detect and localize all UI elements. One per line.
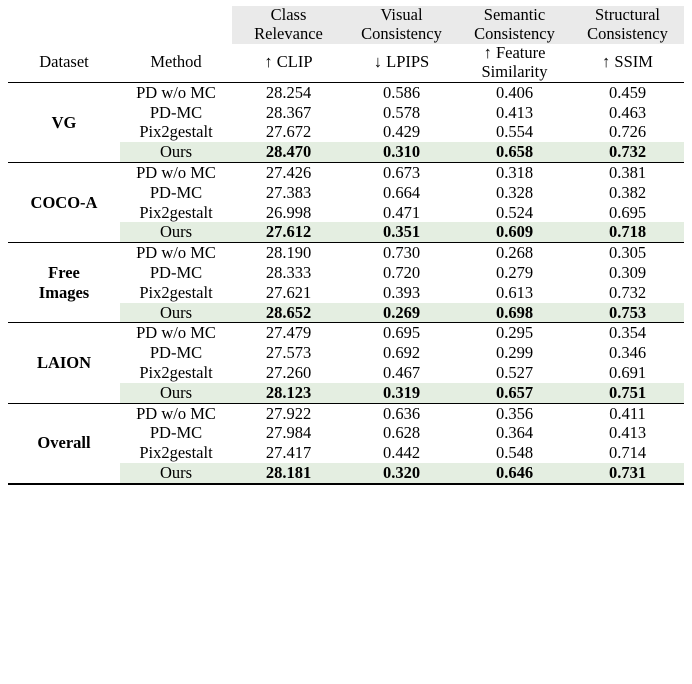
- method-cell: Ours: [120, 142, 232, 162]
- value-clip: 27.383: [265, 182, 312, 202]
- value-feature-similarity: 0.328: [495, 182, 534, 202]
- value-clip: 27.417: [265, 443, 312, 463]
- value-lpips: 0.351: [345, 222, 458, 242]
- value-feature-similarity: 0.268: [458, 243, 571, 263]
- dataset-label-vg: VG: [8, 82, 120, 162]
- value-clip: 27.573: [265, 343, 312, 363]
- method-cell: Ours: [120, 383, 232, 403]
- header-metric-lpips: ↓ LPIPS: [373, 52, 430, 72]
- method-cell: Ours: [120, 463, 232, 484]
- value-feature-similarity: 0.613: [495, 282, 534, 302]
- value-feature-similarity: 0.548: [495, 443, 534, 463]
- value-lpips: 0.636: [345, 403, 458, 423]
- method-cell: PD-MC: [149, 423, 203, 443]
- value-lpips: 0.586: [345, 82, 458, 102]
- method-cell: PD w/o MC: [120, 82, 232, 102]
- value-ssim: 0.309: [608, 263, 647, 283]
- value-clip: 28.333: [265, 263, 312, 283]
- value-clip: 27.984: [265, 423, 312, 443]
- header-semantic-consistency: Semantic Consistency: [458, 6, 571, 44]
- value-feature-similarity: 0.279: [495, 263, 534, 283]
- method-cell: Pix2gestalt: [139, 443, 213, 463]
- method-cell: Pix2gestalt: [139, 363, 213, 383]
- value-clip: 28.190: [232, 243, 345, 263]
- value-clip: 28.181: [232, 463, 345, 484]
- value-feature-similarity: 0.295: [458, 323, 571, 343]
- value-ssim: 0.726: [608, 122, 647, 142]
- value-ssim: 0.753: [571, 303, 684, 323]
- value-clip: 28.652: [232, 303, 345, 323]
- header-metric-clip: ↑ CLIP: [264, 52, 313, 72]
- value-lpips: 0.730: [345, 243, 458, 263]
- method-cell: Pix2gestalt: [139, 122, 213, 142]
- value-ssim: 0.691: [608, 363, 647, 383]
- value-ssim: 0.714: [608, 443, 647, 463]
- value-ssim: 0.718: [571, 222, 684, 242]
- results-table: [8, 6, 684, 485]
- value-feature-similarity: 0.524: [495, 202, 534, 222]
- table-row: [8, 163, 684, 183]
- value-clip: 27.426: [232, 163, 345, 183]
- dataset-label-laion: LAION: [8, 323, 120, 403]
- table-row: [8, 82, 684, 102]
- value-lpips: 0.269: [345, 303, 458, 323]
- value-clip: 27.672: [265, 122, 312, 142]
- value-feature-similarity: 0.657: [458, 383, 571, 403]
- value-clip: 27.479: [232, 323, 345, 343]
- header-metric-ssim: ↑ SSIM: [602, 52, 653, 72]
- value-clip: 27.922: [232, 403, 345, 423]
- value-lpips: 0.628: [382, 423, 421, 443]
- value-clip: 27.612: [232, 222, 345, 242]
- value-lpips: 0.429: [382, 122, 421, 142]
- value-clip: 28.470: [232, 142, 345, 162]
- header-dataset: Dataset: [39, 52, 89, 72]
- header-method: Method: [150, 52, 202, 72]
- value-lpips: 0.471: [382, 202, 421, 222]
- value-feature-similarity: 0.406: [458, 82, 571, 102]
- method-cell: PD w/o MC: [120, 243, 232, 263]
- value-ssim: 0.411: [571, 403, 684, 423]
- value-lpips: 0.692: [382, 343, 421, 363]
- value-feature-similarity: 0.299: [495, 343, 534, 363]
- value-clip: 27.260: [265, 363, 312, 383]
- header-metric-feature-similarity: ↑ Feature Similarity: [481, 42, 548, 81]
- method-cell: Ours: [120, 222, 232, 242]
- value-feature-similarity: 0.646: [458, 463, 571, 484]
- dataset-label-overall: Overall: [8, 403, 120, 484]
- method-cell: Pix2gestalt: [139, 202, 213, 222]
- value-lpips: 0.720: [382, 263, 421, 283]
- method-cell: PD w/o MC: [120, 323, 232, 343]
- value-lpips: 0.673: [345, 163, 458, 183]
- value-clip: 28.254: [232, 82, 345, 102]
- value-feature-similarity: 0.658: [458, 142, 571, 162]
- value-ssim: 0.346: [608, 343, 647, 363]
- value-clip: 28.367: [265, 102, 312, 122]
- header-visual-consistency: Visual Consistency: [345, 6, 458, 44]
- value-ssim: 0.751: [571, 383, 684, 403]
- value-lpips: 0.664: [382, 182, 421, 202]
- value-ssim: 0.459: [571, 82, 684, 102]
- value-ssim: 0.695: [608, 202, 647, 222]
- method-cell: PD-MC: [149, 102, 203, 122]
- method-cell: PD-MC: [149, 263, 203, 283]
- dataset-label-coco-a: COCO-A: [8, 163, 120, 243]
- table-row: [8, 243, 684, 263]
- method-cell: PD w/o MC: [120, 163, 232, 183]
- value-ssim: 0.463: [608, 102, 647, 122]
- value-clip: 27.621: [265, 282, 312, 302]
- value-feature-similarity: 0.527: [495, 363, 534, 383]
- table-row: [8, 323, 684, 343]
- dataset-label-free-images: Free Images: [8, 243, 120, 323]
- header-empty-dataset: [8, 6, 120, 44]
- value-lpips: 0.467: [382, 363, 421, 383]
- value-lpips: 0.320: [345, 463, 458, 484]
- value-ssim: 0.732: [571, 142, 684, 162]
- value-clip: 28.123: [232, 383, 345, 403]
- value-ssim: 0.381: [571, 163, 684, 183]
- value-ssim: 0.305: [571, 243, 684, 263]
- value-lpips: 0.442: [382, 443, 421, 463]
- table-bottom-rule: [8, 484, 684, 485]
- header-row-metrics: [8, 44, 684, 82]
- value-feature-similarity: 0.356: [458, 403, 571, 423]
- header-class-relevance: Class Relevance: [232, 6, 345, 44]
- method-cell: PD-MC: [149, 343, 203, 363]
- value-feature-similarity: 0.413: [495, 102, 534, 122]
- value-lpips: 0.319: [345, 383, 458, 403]
- value-lpips: 0.393: [382, 282, 421, 302]
- method-cell: PD w/o MC: [120, 403, 232, 423]
- value-feature-similarity: 0.364: [495, 423, 534, 443]
- method-cell: PD-MC: [149, 182, 203, 202]
- value-feature-similarity: 0.554: [495, 122, 534, 142]
- table-figure: [0, 6, 692, 684]
- value-lpips: 0.695: [345, 323, 458, 343]
- value-ssim: 0.731: [571, 463, 684, 484]
- header-row-group: [8, 6, 684, 44]
- table-row: [8, 403, 684, 423]
- value-lpips: 0.578: [382, 102, 421, 122]
- value-feature-similarity: 0.698: [458, 303, 571, 323]
- value-feature-similarity: 0.318: [458, 163, 571, 183]
- method-cell: Pix2gestalt: [139, 282, 213, 302]
- value-clip: 26.998: [265, 202, 312, 222]
- value-ssim: 0.382: [608, 182, 647, 202]
- value-ssim: 0.354: [571, 323, 684, 343]
- value-feature-similarity: 0.609: [458, 222, 571, 242]
- header-empty-method: [120, 6, 232, 44]
- value-ssim: 0.732: [608, 282, 647, 302]
- value-lpips: 0.310: [345, 142, 458, 162]
- value-ssim: 0.413: [608, 423, 647, 443]
- method-cell: Ours: [120, 303, 232, 323]
- header-structural-consistency: Structural Consistency: [571, 6, 684, 44]
